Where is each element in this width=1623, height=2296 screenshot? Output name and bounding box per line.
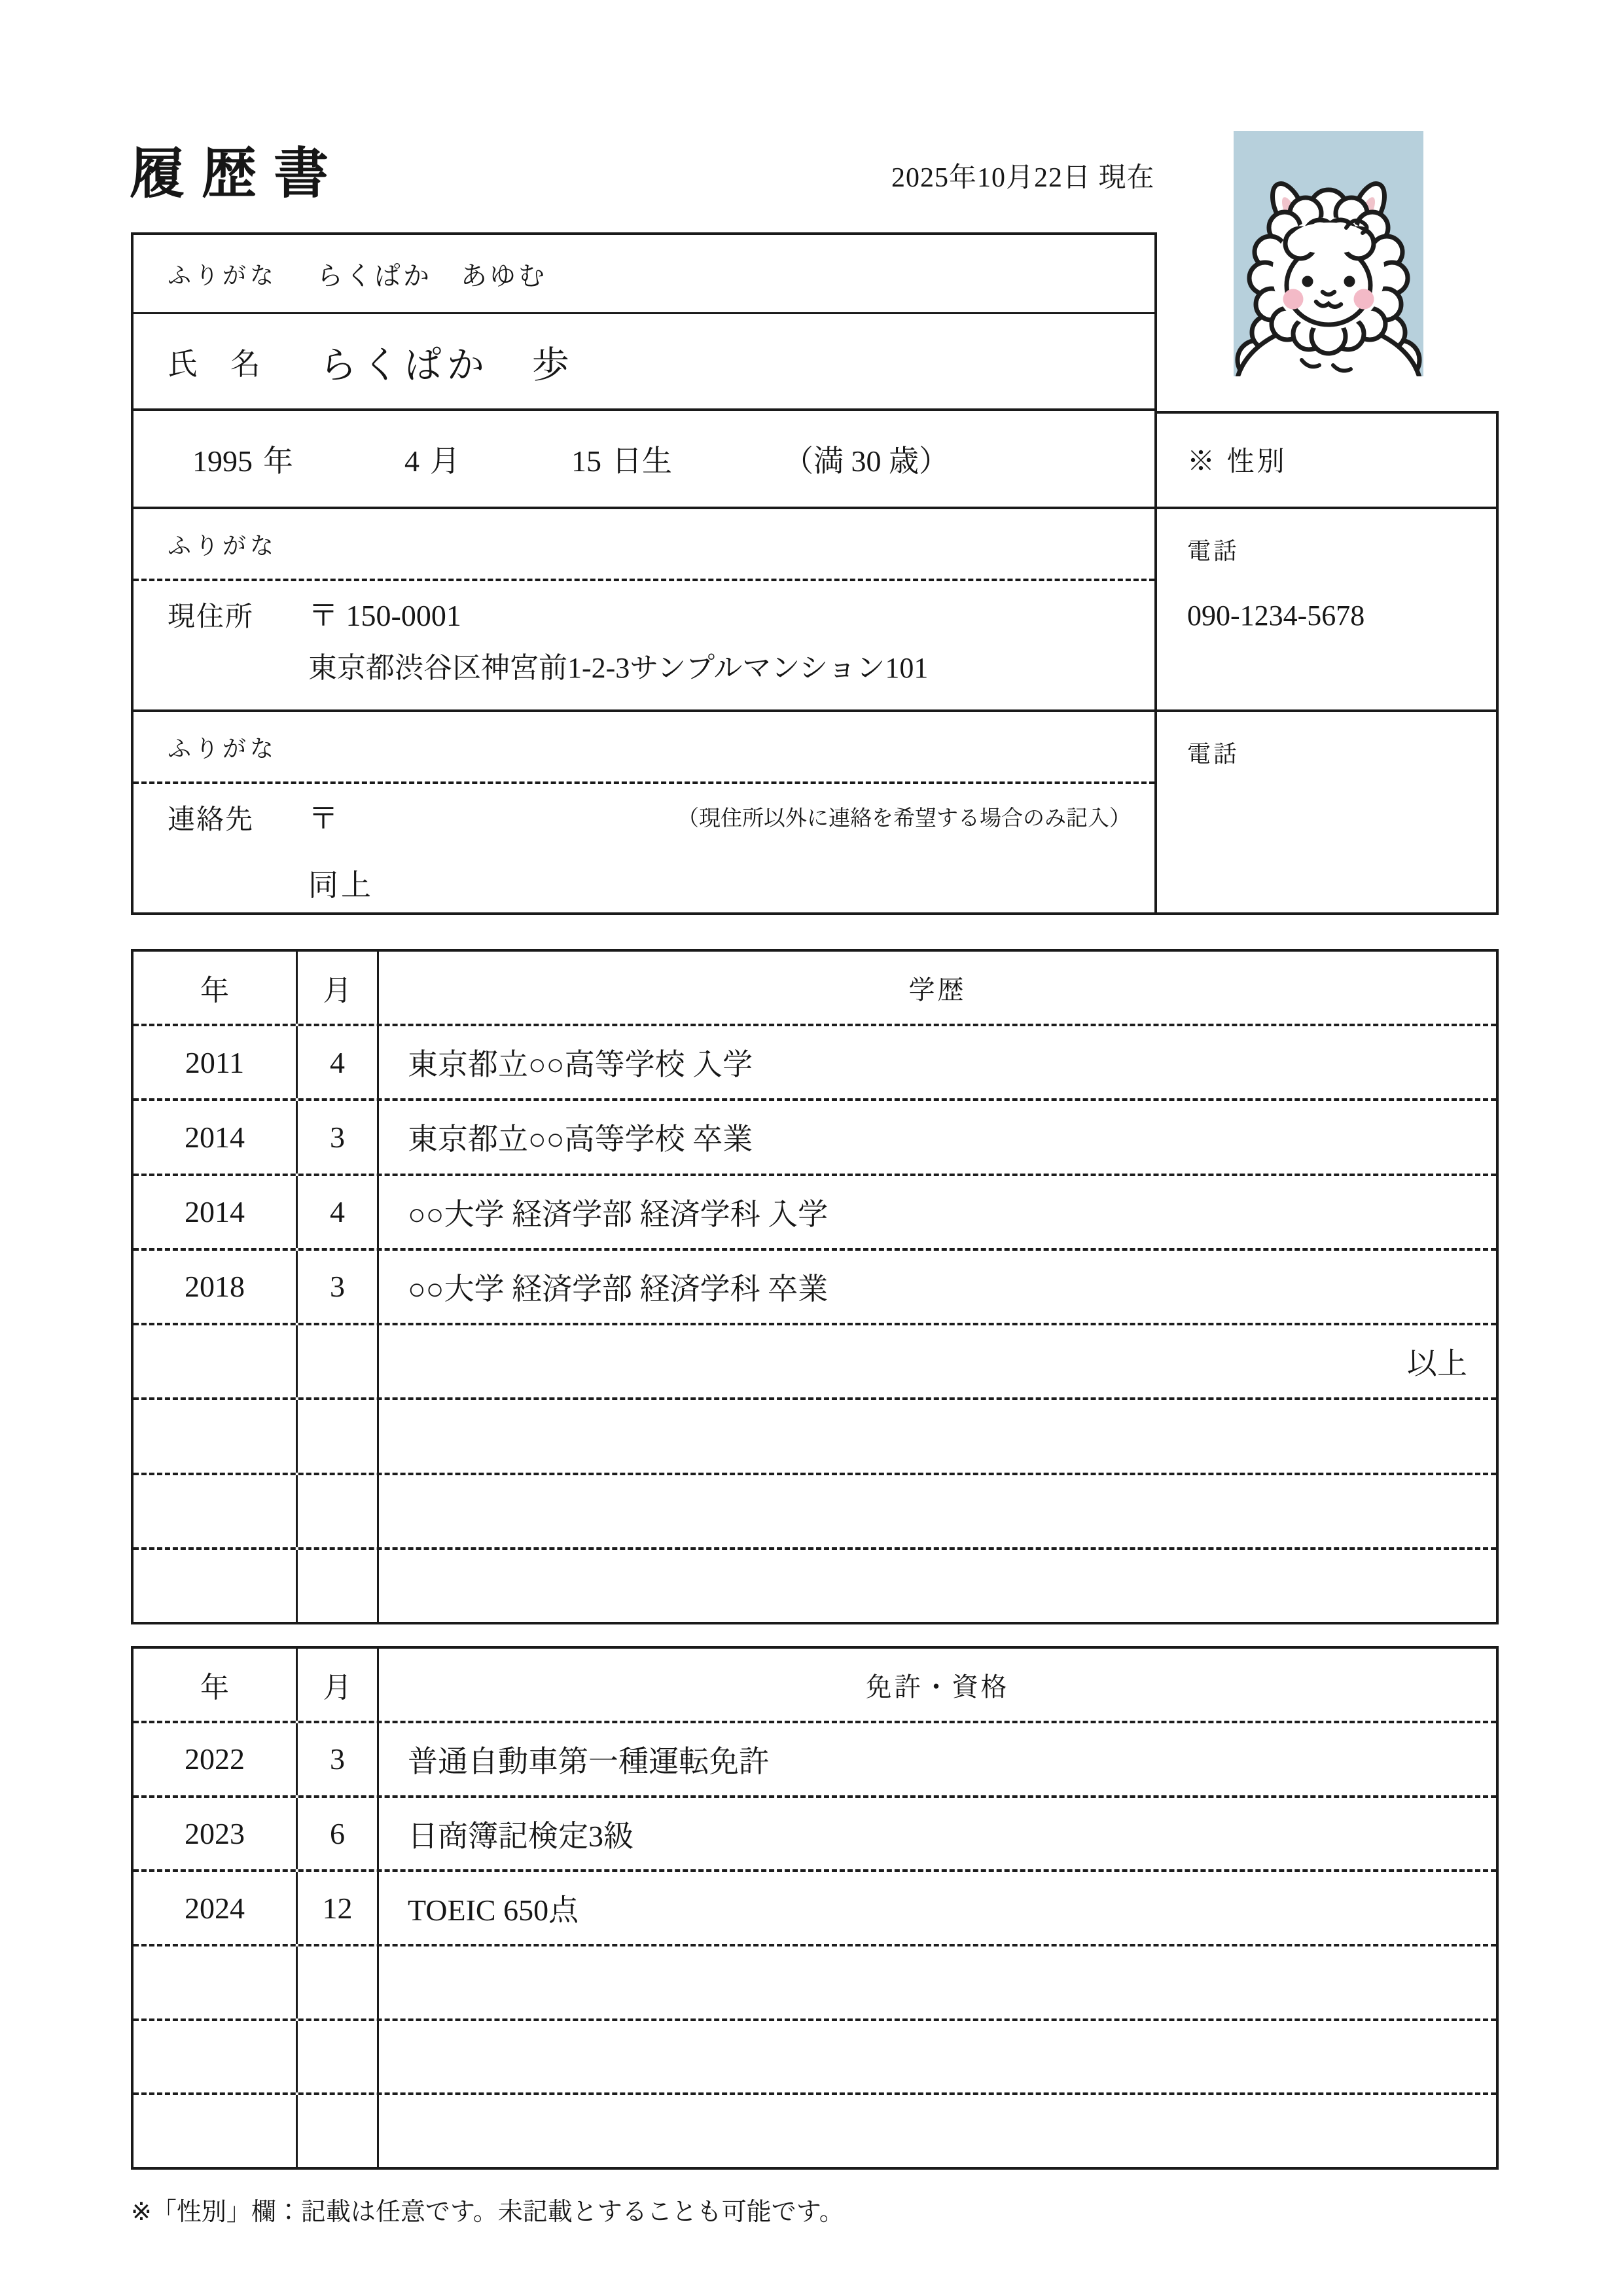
qualification-text-cell	[379, 1946, 1496, 2018]
name-row	[134, 314, 1154, 409]
birth-day-unit: 日生	[612, 444, 672, 478]
education-month-cell	[298, 1400, 379, 1472]
same-as-above: 同上	[308, 869, 374, 902]
birth-month-group	[404, 437, 460, 480]
education-month-cell	[298, 1475, 379, 1547]
education-month-cell: 3	[298, 1251, 379, 1323]
qualification-row	[134, 1944, 1496, 2018]
education-text-cell	[379, 1475, 1496, 1547]
name-value: らくぱか 歩	[319, 344, 575, 386]
education-year-cell: 2014	[134, 1101, 298, 1173]
birth-month-unit: 月	[430, 444, 460, 478]
education-row	[134, 1473, 1496, 1547]
name-furigana-row	[134, 235, 1154, 314]
education-month-cell	[298, 1550, 379, 1622]
education-row	[134, 1174, 1496, 1248]
contact-phone-label: 電話	[1187, 741, 1240, 767]
qualification-month-cell	[298, 1946, 379, 2018]
name-label: 氏 名	[168, 347, 262, 381]
phone-value: 090-1234-5678	[1187, 600, 1365, 632]
phone-label: 電話	[1187, 538, 1240, 564]
education-month-cell: 4	[298, 1026, 379, 1098]
qualification-text-cell: 普通自動車第一種運転免許	[408, 1744, 769, 1778]
qualification-row	[134, 1721, 1496, 1795]
qualification-row	[134, 1795, 1496, 1870]
gender-label: ※ 性別	[1187, 447, 1287, 477]
education-month-cell: 4	[298, 1176, 379, 1248]
education-text-cell	[379, 1400, 1496, 1472]
furigana-label: ふりがな	[168, 262, 278, 289]
education-row	[134, 1323, 1496, 1397]
birth-day-group	[571, 437, 672, 480]
alpaca-photo-icon	[1234, 131, 1423, 376]
qualification-row	[134, 2092, 1496, 2167]
education-text-cell	[379, 1550, 1496, 1622]
education-row	[134, 1397, 1496, 1472]
qualification-month-cell: 3	[298, 1723, 379, 1795]
education-text-cell-ijo: 以上	[1407, 1347, 1467, 1381]
footer-note: ※「性別」欄：記載は任意です。未記載とすることも可能です。	[131, 2198, 844, 2226]
qualification-month-header: 月	[298, 1649, 379, 1721]
contact-note: （現住所以外に連絡を希望する場合のみ記入）	[677, 805, 1131, 830]
contact-address-box	[131, 712, 1157, 915]
education-year-cell: 2011	[134, 1026, 298, 1098]
education-table	[131, 949, 1499, 1624]
gender-box	[1157, 411, 1499, 509]
qualification-row	[134, 1869, 1496, 1944]
education-month-cell	[298, 1325, 379, 1397]
qualification-year-header: 年	[134, 1649, 298, 1721]
postal-code: 〒 150-0001	[308, 599, 461, 632]
qualification-year-cell	[134, 2095, 298, 2167]
education-year-cell	[134, 1550, 298, 1622]
birth-year-group	[192, 437, 293, 480]
education-year-cell	[134, 1400, 298, 1472]
education-year-cell: 2014	[134, 1176, 298, 1248]
qualification-text-cell: TOEIC 650点	[408, 1893, 579, 1928]
qualification-year-cell	[134, 1946, 298, 2018]
current-address-label: 現住所	[168, 602, 255, 632]
id-photo	[1234, 131, 1423, 376]
birth-day: 15	[571, 444, 601, 478]
qualification-month-cell	[298, 2021, 379, 2093]
address-furigana-label: ふりがな	[168, 532, 278, 559]
contact-line1	[168, 795, 1154, 838]
qualification-row	[134, 2018, 1496, 2093]
qualification-year-cell	[134, 2021, 298, 2093]
qualification-month-cell	[298, 2095, 379, 2167]
phone-box-contact	[1157, 712, 1499, 915]
current-address-box	[131, 509, 1157, 712]
qualification-text-cell: 日商簿記検定3級	[408, 1819, 633, 1853]
address-body	[134, 581, 1154, 686]
contact-furigana-row	[134, 712, 1154, 784]
education-year-cell	[134, 1475, 298, 1547]
education-text-cell: 東京都立○○高等学校 卒業	[408, 1122, 753, 1157]
date-caption: 2025年10月22日 現在	[891, 163, 1155, 193]
education-year-cell	[134, 1325, 298, 1397]
education-month-cell: 3	[298, 1101, 379, 1173]
contact-postal-mark: 〒	[308, 802, 338, 835]
furigana-value: らくぱか あゆむ	[317, 260, 548, 291]
qualification-year-cell: 2022	[134, 1723, 298, 1795]
education-year-cell: 2018	[134, 1251, 298, 1323]
name-box	[131, 232, 1157, 411]
qualification-header-row	[134, 1649, 1496, 1721]
education-month-header: 月	[298, 952, 379, 1024]
qualification-month-cell: 6	[298, 1798, 379, 1870]
contact-label: 連絡先	[168, 805, 255, 835]
phone-box-current	[1157, 509, 1499, 712]
contact-body	[134, 784, 1154, 905]
qualification-month-cell: 12	[298, 1872, 379, 1944]
education-text-cell: ○○大学 経済学部 経済学科 入学	[408, 1197, 829, 1231]
birth-year-unit: 年	[263, 444, 293, 478]
qualification-title-header: 免許・資格	[865, 1672, 1010, 1702]
birth-month: 4	[404, 444, 419, 478]
contact-furigana-label: ふりがな	[168, 735, 278, 762]
address-furigana-row	[134, 509, 1154, 581]
birth-age: （満 30 歳）	[783, 444, 949, 478]
education-row	[134, 1248, 1496, 1323]
education-row	[134, 1547, 1496, 1622]
education-text-cell: 東京都立○○高等学校 入学	[408, 1048, 753, 1082]
education-row	[134, 1098, 1496, 1173]
qualification-text-cell	[379, 2095, 1496, 2167]
qualification-text-cell	[379, 2021, 1496, 2093]
address-line1	[168, 592, 1154, 635]
education-year-header: 年	[134, 952, 298, 1024]
education-header-row	[134, 952, 1496, 1024]
birthdate-row	[131, 411, 1157, 509]
education-title-header: 学歴	[908, 975, 967, 1005]
qualification-year-cell: 2023	[134, 1798, 298, 1870]
address-street: 東京都渋谷区神宮前1-2-3サンプルマンション101	[308, 652, 929, 684]
education-text-cell: ○○大学 経済学部 経済学科 卒業	[408, 1272, 829, 1306]
page-title: 履歴書	[130, 144, 346, 205]
birth-year: 1995	[192, 444, 253, 478]
education-row	[134, 1024, 1496, 1098]
qualification-year-cell: 2024	[134, 1872, 298, 1944]
qualification-table	[131, 1646, 1499, 2170]
